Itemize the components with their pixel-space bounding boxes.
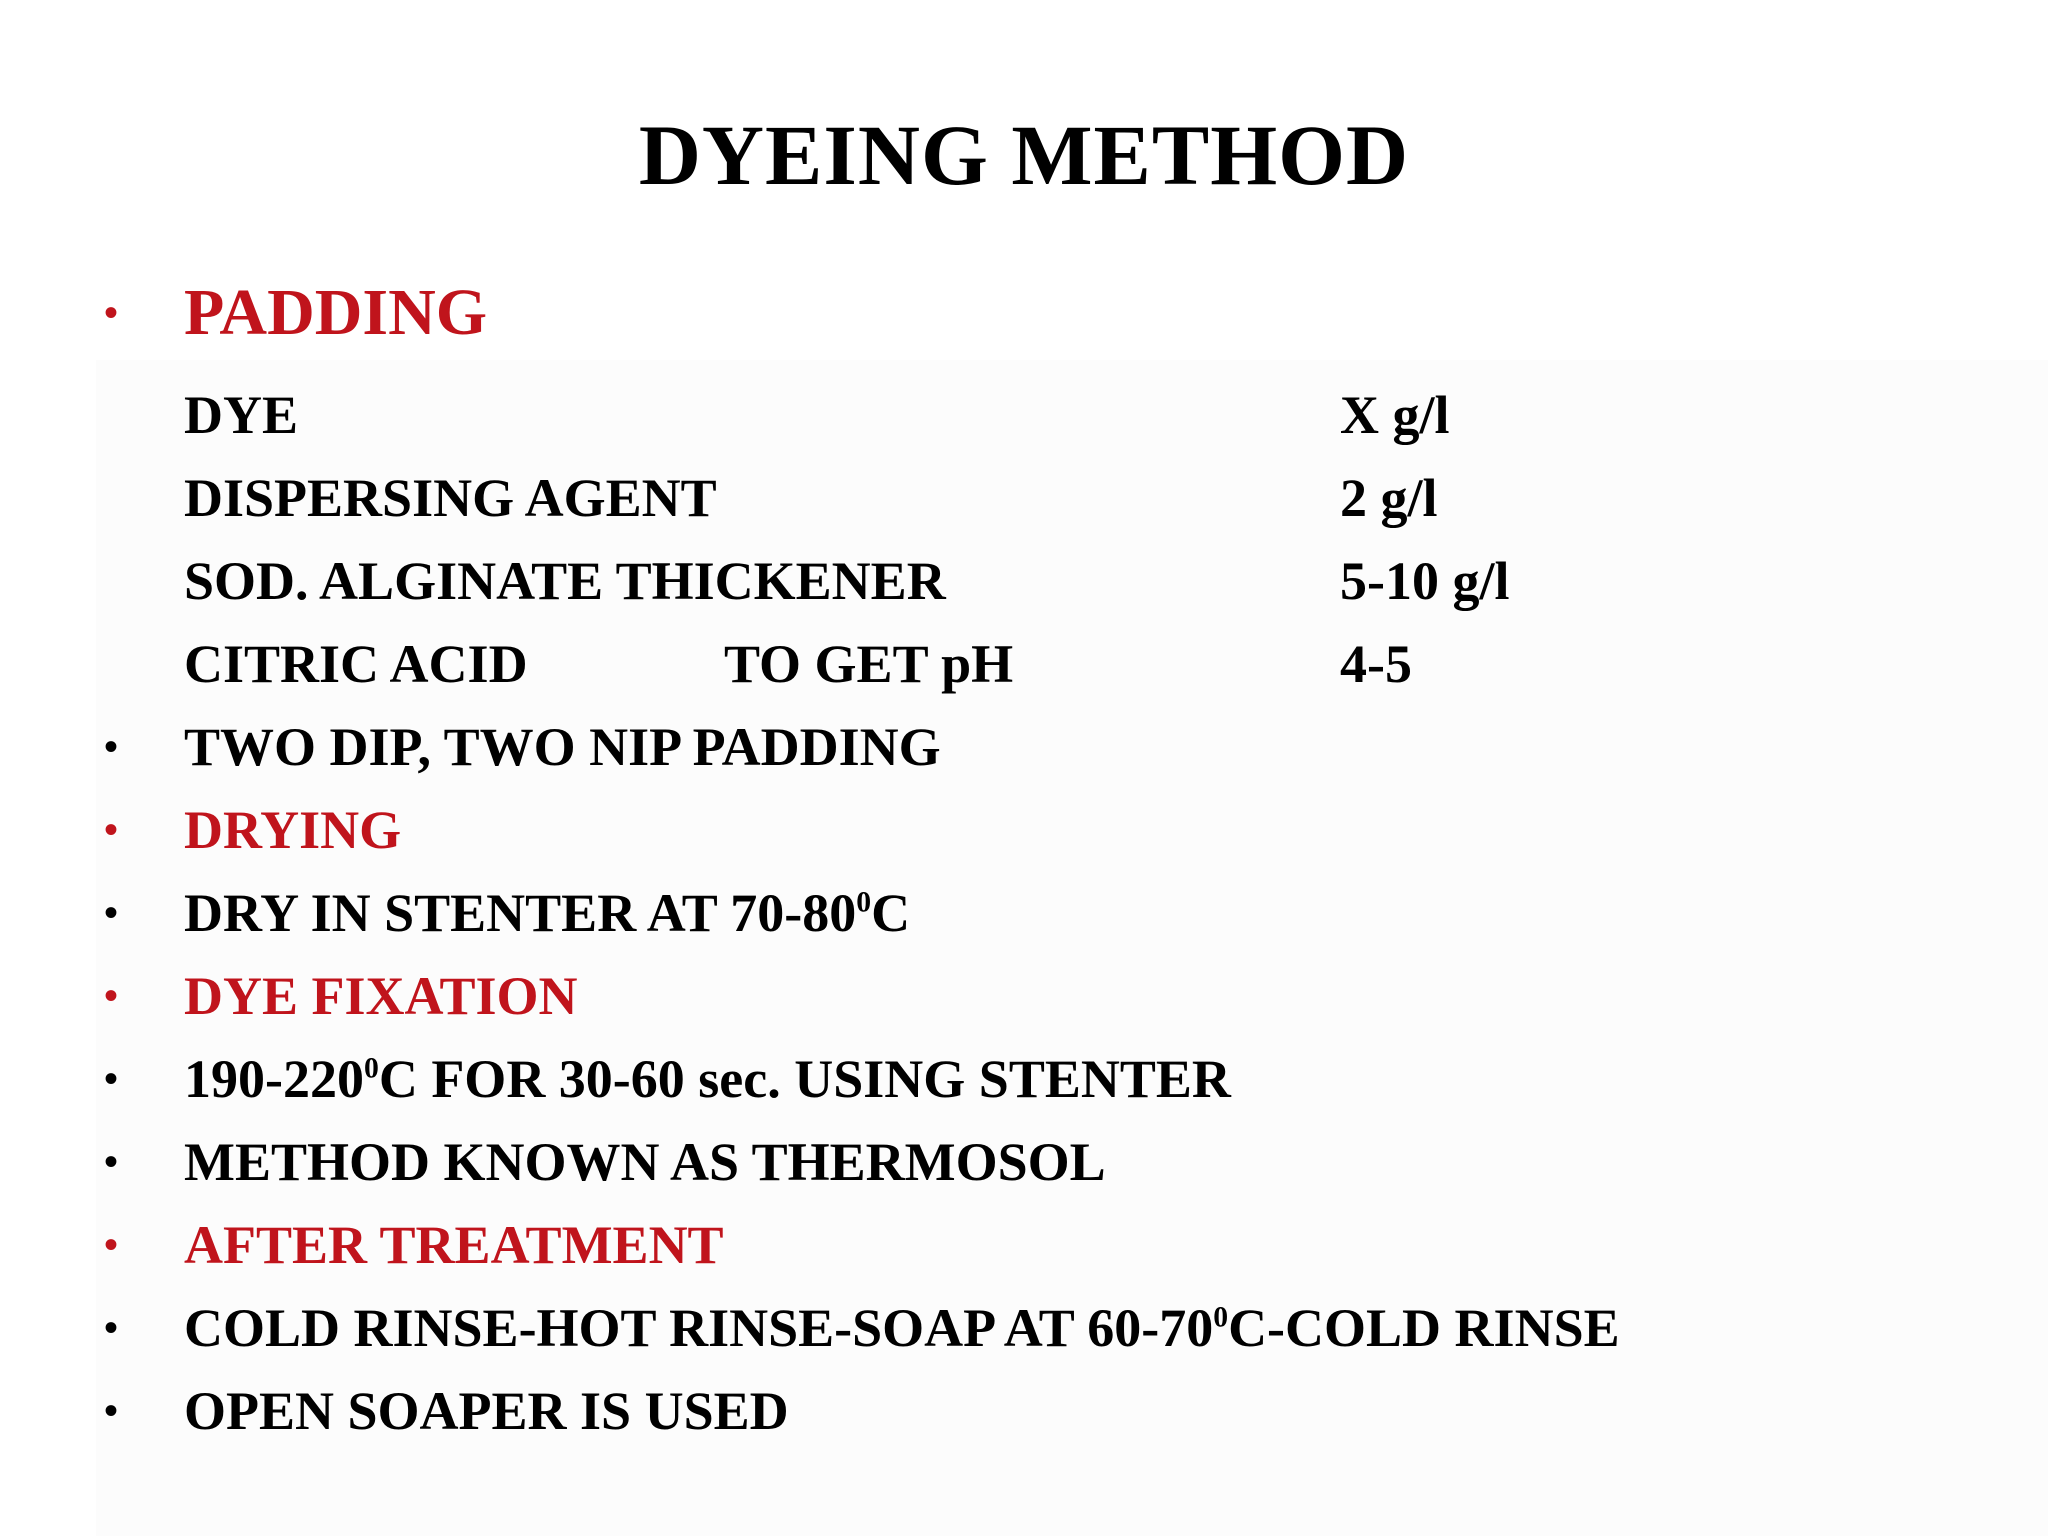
- rinse-sequence-text: COLD RINSE-HOT RINSE-SOAP AT $60-70^0C$-COLD RINSE: [184, 1298, 1620, 1358]
- bullet-glyph: •: [104, 973, 119, 1018]
- bullet-item-after-treatment: [0, 1210, 2048, 1280]
- bullet-item-padding: [0, 278, 2048, 348]
- section-heading-after-treatment: AFTER TREATMENT: [184, 1215, 724, 1275]
- slide-title: DYEING METHOD: [638, 107, 1410, 203]
- recipe-row-citric-acid: [0, 629, 2048, 699]
- bullet-glyph: •: [104, 1056, 119, 1101]
- recipe-amount: 2 g/l: [1340, 468, 1438, 528]
- recipe-item: CITRIC ACID: [184, 634, 528, 694]
- bullet-item-open-soaper: [0, 1376, 2048, 1446]
- drying-detail-text: DRY IN STENTER AT $70-80^0C$: [184, 883, 911, 943]
- recipe-item: SOD. ALGINATE THICKENER: [184, 551, 946, 611]
- recipe-amount: 5-10 g/l: [1340, 551, 1510, 611]
- recipe-amount: X g/l: [1340, 385, 1450, 445]
- thermosol-text: METHOD KNOWN AS THERMOSOL: [184, 1132, 1106, 1192]
- bullet-glyph: •: [104, 1388, 119, 1433]
- bullet-glyph: •: [104, 724, 119, 769]
- bullet-item-drying: [0, 795, 2048, 865]
- degree-superscript: 0: [1213, 1301, 1229, 1334]
- bullet-item-drying-detail: [0, 878, 2048, 948]
- fixation-detail-text: $190-220^0C$ FOR 30-60 sec. USING STENTER: [184, 1049, 1231, 1109]
- bullet-item-padding-method: [0, 712, 2048, 782]
- bullet-glyph: •: [104, 1139, 119, 1184]
- recipe-row-dye: [0, 380, 2048, 450]
- recipe-item: DISPERSING AGENT: [184, 468, 717, 528]
- bullet-item-fixation: [0, 961, 2048, 1031]
- bullet-item-fixation-detail: [0, 1044, 2048, 1114]
- bullet-glyph: •: [104, 1305, 119, 1350]
- padding-method-text: TWO DIP, TWO NIP PADDING: [184, 717, 941, 777]
- section-heading-fixation: DYE FIXATION: [184, 966, 578, 1026]
- bullet-item-thermosol: [0, 1127, 2048, 1197]
- degree-superscript: 0: [856, 886, 872, 919]
- open-soaper-text: OPEN SOAPER IS USED: [184, 1381, 789, 1441]
- recipe-row-dispersing-agent: [0, 463, 2048, 533]
- bullet-glyph: •: [104, 807, 119, 852]
- section-heading-padding: PADDING: [184, 276, 488, 349]
- recipe-row-thickener: [0, 546, 2048, 616]
- recipe-amount: 4-5: [1340, 634, 1412, 694]
- bullet-glyph: •: [104, 890, 119, 935]
- bullet-glyph: •: [104, 1222, 119, 1267]
- degree-superscript: 0: [363, 1052, 379, 1085]
- bullet-item-rinse-sequence: [0, 1293, 2048, 1363]
- recipe-item: DYE: [184, 385, 299, 445]
- section-heading-drying: DRYING: [184, 800, 402, 860]
- recipe-note: TO GET pH: [724, 634, 1014, 694]
- bullet-glyph: •: [104, 290, 119, 335]
